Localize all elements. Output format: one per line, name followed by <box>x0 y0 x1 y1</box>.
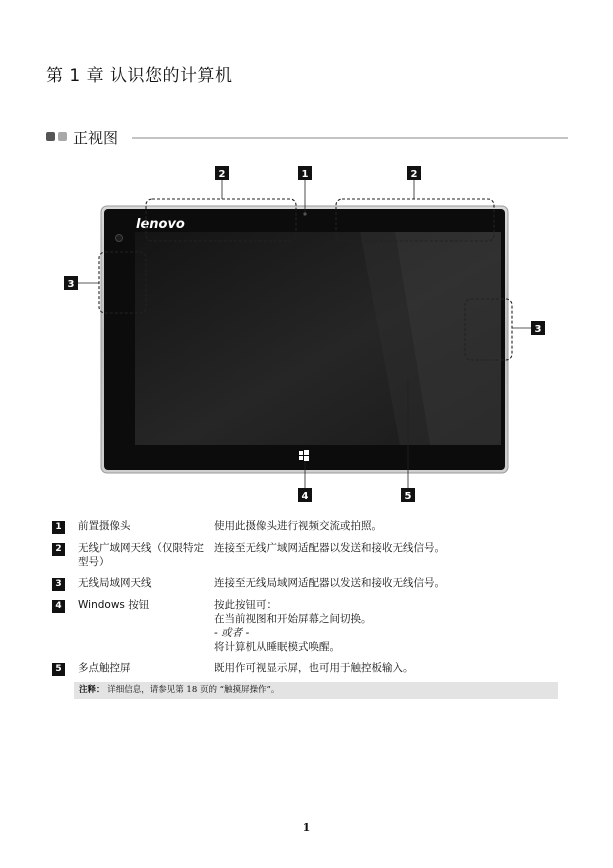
component-name: Windows 按钮 <box>78 599 150 611</box>
component-name: 前置摄像头 <box>78 520 131 532</box>
description-line: 按此按钮可： <box>214 599 277 611</box>
item-number-badge: 5 <box>52 663 65 676</box>
callout-3-right <box>531 321 545 335</box>
note-bar <box>74 682 558 699</box>
item-number-badge: 1 <box>52 521 65 534</box>
light-sensor-icon <box>116 235 123 242</box>
description-line: 将计算机从睡眠模式唤醒。 <box>214 641 340 653</box>
component-name: 无线广域网天线（仅限特定型号） <box>78 542 204 568</box>
component-row <box>52 541 560 576</box>
component-description <box>214 661 560 683</box>
chapter-title: 第 1 章 认识您的计算机 <box>46 66 233 86</box>
front-camera-dot <box>303 212 306 215</box>
callout-label: 1 <box>301 169 309 180</box>
component-row <box>52 661 560 683</box>
callout-label: 2 <box>218 169 226 180</box>
page-number: 1 <box>302 821 311 834</box>
callout-1-top-center <box>298 166 312 180</box>
component-description <box>214 576 560 598</box>
component-row <box>52 598 560 661</box>
description-line: 在当前视图和开始屏幕之间切换。 <box>214 613 372 625</box>
component-name: 多点触控屏 <box>78 662 131 674</box>
component-row <box>52 519 560 541</box>
component-description <box>214 598 560 661</box>
component-description <box>214 541 560 576</box>
component-name: 无线局域网天线 <box>78 577 152 589</box>
callout-4-bottom <box>298 488 312 502</box>
description-line: 使用此摄像头进行视频交流或拍照。 <box>214 520 382 532</box>
component-description <box>214 519 560 541</box>
callout-2-top-left <box>215 166 229 180</box>
callout-label: 5 <box>404 491 412 502</box>
callout-2-top-right <box>407 166 421 180</box>
description-line: 连接至无线局域网适配器以发送和接收无线信号。 <box>214 577 445 589</box>
item-number-badge: 3 <box>52 578 65 591</box>
callout-5-bottom <box>401 488 415 502</box>
brand-logo: lenovo <box>136 217 185 232</box>
component-reference-table <box>52 519 560 683</box>
note-text: 详细信息，请参见第 18 页的 “触摸屏操作”。 <box>107 685 280 695</box>
section-title: 正视图 <box>73 129 119 147</box>
description-line: 既用作可视显示屏，也可用于触控板输入。 <box>214 662 414 674</box>
callout-label: 3 <box>67 279 75 290</box>
item-number-badge: 4 <box>52 600 65 613</box>
callout-label: 3 <box>534 324 542 335</box>
description-line: - 或者 - <box>214 627 250 639</box>
component-row <box>52 576 560 598</box>
note-label: 注释： <box>79 685 105 695</box>
callout-label: 4 <box>301 491 309 502</box>
callout-label: 2 <box>410 169 418 180</box>
callout-3-left <box>64 276 78 290</box>
item-number-badge: 2 <box>52 543 65 556</box>
description-line: 连接至无线广域网适配器以发送和接收无线信号。 <box>214 542 445 554</box>
